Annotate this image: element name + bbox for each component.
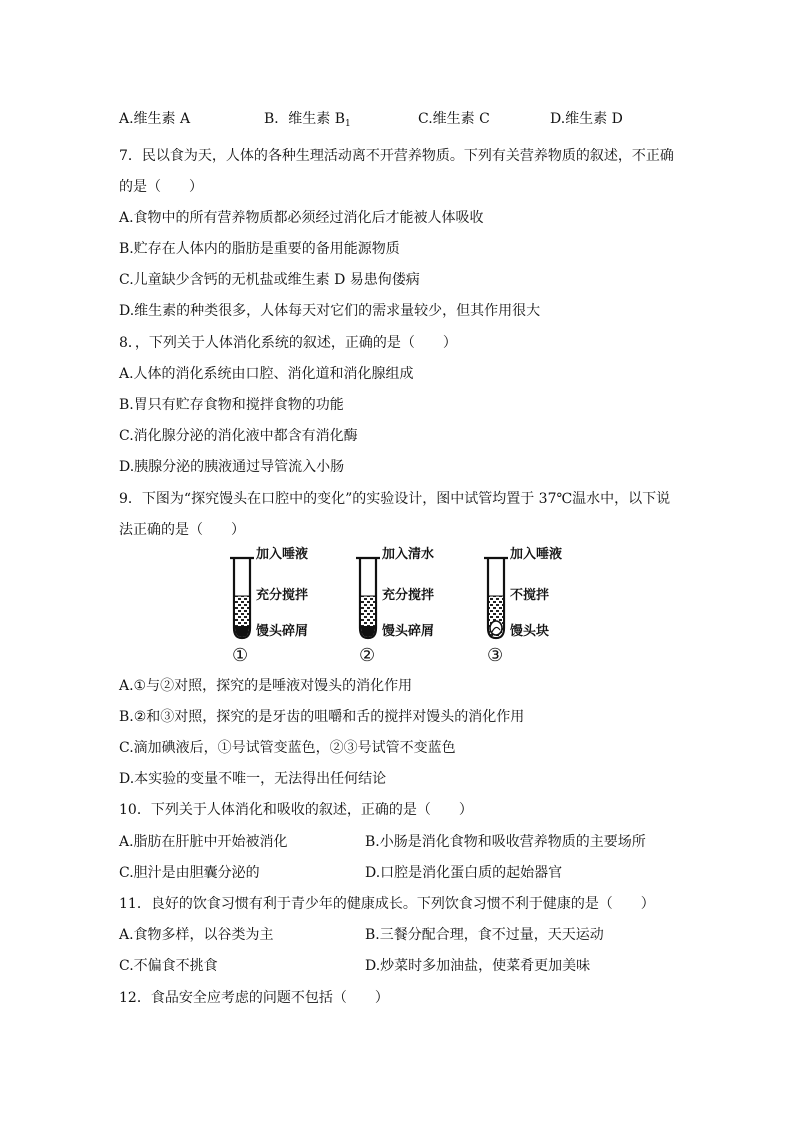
tube-2-mid-label: 充分搅拌 — [382, 588, 435, 603]
tube-1-top-label: 加入唾液 — [256, 547, 309, 562]
q10-option-d: D.口腔是消化蛋白质的起始器官 — [365, 865, 563, 881]
q6-option-a: A.维生素 A — [119, 111, 191, 127]
tube-2-bottom-label: 馒头碎屑 — [382, 624, 435, 639]
q12-stem: 12．食品安全应考虑的问题不包括（ ） — [119, 990, 389, 1006]
q8-option-c: C.消化腺分泌的消化液中都含有消化酶 — [119, 428, 358, 444]
q10-option-a: A.脂肪在肝脏中开始被消化 — [119, 834, 288, 850]
q6-option-d: D.维生素 D — [550, 111, 623, 127]
q7-stem-line2: 的是（ ） — [119, 179, 203, 195]
q11-stem: 11．良好的饮食习惯有利于青少年的健康成长。下列饮食习惯不利于健康的是（ ） — [119, 896, 655, 912]
q8-option-d: D.胰腺分泌的胰液通过导管流入小肠 — [119, 459, 345, 475]
test-tube-1 — [230, 558, 254, 638]
q9-option-c: C.滴加碘液后，①号试管变蓝色，②③号试管不变蓝色 — [119, 740, 456, 756]
test-tube-3 — [484, 558, 508, 638]
q8-option-a: A.人体的消化系统由口腔、消化道和消化腺组成 — [119, 366, 414, 382]
q9-option-d: D.本实验的变量不唯一，无法得出任何结论 — [119, 771, 387, 787]
q6-option-c: C.维生素 C — [418, 111, 490, 127]
tube-3-number: ③ — [487, 645, 504, 666]
q9-option-b: B.②和③对照，探究的是牙齿的咀嚼和舌的搅拌对馒头的消化作用 — [119, 709, 525, 725]
tube-1-mid-label: 充分搅拌 — [256, 588, 309, 603]
q9-option-a: A.①与②对照，探究的是唾液对馒头的消化作用 — [119, 678, 413, 694]
q8-stem: 8．，下列关于人体消化系统的叙述，正确的是（ ） — [119, 335, 457, 351]
q11-option-b: B.三餐分配合理，食不过量，天天运动 — [365, 927, 604, 943]
q7-stem-line1: 7．民以食为天，人体的各种生理活动离不开营养物质。下列有关营养物质的叙述，不正确 — [119, 148, 674, 164]
q8-option-b: B.胃只有贮存食物和搅拌食物的功能 — [119, 397, 344, 413]
q11-option-a: A.食物多样，以谷类为主 — [119, 927, 274, 943]
tube-3-top-label: 加入唾液 — [510, 547, 563, 562]
test-tube-figure — [220, 544, 580, 666]
q9-stem-line1: 9．下图为“探究馒头在口腔中的变化”的实验设计，图中试管均置于 37℃温水中，以下说 — [119, 491, 671, 507]
q10-stem: 10．下列关于人体消化和吸收的叙述，正确的是（ ） — [119, 802, 473, 818]
tube-2-top-label: 加入清水 — [382, 547, 435, 562]
q7-option-a: A.食物中的所有营养物质都必须经过消化后才能被人体吸收 — [119, 210, 484, 226]
tube-3-bottom-label: 馒头块 — [510, 624, 550, 639]
tube-3-mid-label: 不搅拌 — [510, 588, 550, 603]
test-tube-2 — [356, 558, 380, 638]
q6-option-b-subscript: 1 — [345, 119, 351, 129]
q10-option-c: C.胆汁是由胆囊分泌的 — [119, 865, 260, 881]
q6-option-b — [264, 110, 351, 133]
tube-1-number: ① — [232, 645, 249, 666]
tube-1-bottom-label: 馒头碎屑 — [256, 624, 309, 639]
q6-option-b-text: B．维生素 B — [264, 111, 346, 127]
q7-option-b: B.贮存在人体内的脂肪是重要的备用能源物质 — [119, 241, 400, 257]
q11-option-c: C.不偏食不挑食 — [119, 958, 218, 974]
tube-2-number: ② — [359, 645, 376, 666]
q11-option-d: D.炒菜时多加油盐，使菜肴更加美味 — [365, 958, 591, 974]
q7-option-d: D.维生素的种类很多，人体每天对它们的需求量较少，但其作用很大 — [119, 303, 541, 319]
q10-option-b: B.小肠是消化食物和吸收营养物质的主要场所 — [365, 834, 646, 850]
q9-stem-line2: 法正确的是（ ） — [119, 522, 245, 538]
q7-option-c: C.儿童缺少含钙的无机盐或维生素 D 易患佝偻病 — [119, 272, 420, 288]
